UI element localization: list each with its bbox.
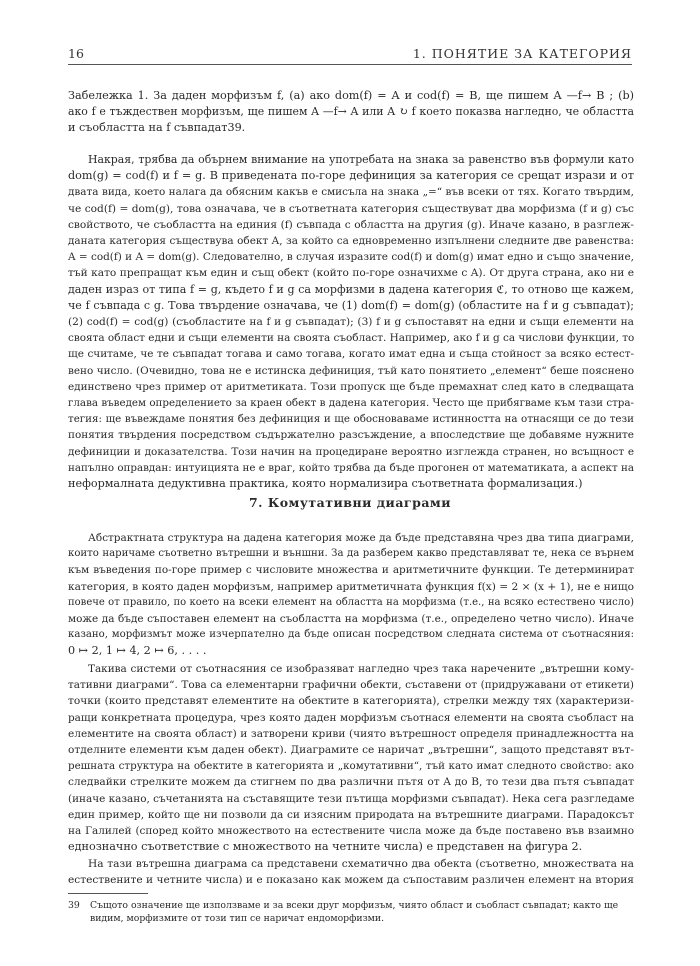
paragraph-line: тативни диаграми“. Това са елементарни графични обекти, съставени от (придружавани от етикети): [68, 679, 634, 692]
paragraph-line: категория, в която даден морфизъм, например аритметичната функция f(x) = 2 × (x + 1), не е нищо: [68, 580, 634, 593]
section-heading: [0, 495, 700, 510]
paragraph-line: Абстрактната структура на дадена категория може да бъде представяна чрез два типа диаграми,: [88, 532, 634, 544]
paragraph-line: вено число. (Очевидно, това не е истинска дефиниция, тъй като понятието „елемент“ беше пояснено: [68, 364, 634, 377]
paragraph-line: единствено чрез пример от аритметиката. Този пропуск ще бъде премахнат след като в следващата: [68, 380, 634, 393]
paragraph-line: следвайки стрелките можем да стигнем по два различни пътя от A до B, то тези два пътя съвпадат: [68, 776, 634, 789]
paragraph-line: глава въведем определението за краен обект в дадена категория. Често ще прибягваме към тази стра-: [68, 397, 634, 410]
paragraph-line: напълно оправдан: интуицията не е враг, който трябва да бъде прогонен от математиката, а аспект на: [68, 461, 634, 474]
paragraph-line: неформалната дедуктивна практика, която нормализира съответната формализация.): [68, 477, 583, 491]
paragraph-line: 0 ↦ 2, 1 ↦ 4, 2 ↦ 6, . . . .: [68, 644, 207, 658]
paragraph-line: елементите на своята област) и затворени криви (чиято вътрешност определя принадлежността на: [68, 727, 634, 740]
paragraph-line: решната структура на обектите в категорията и „комутативни“, тъй като имат следното свойство: ако: [68, 760, 634, 773]
section-title: 7. Комутативни диаграми: [248, 495, 452, 510]
paragraph-line: тъй като препращат към един и същ обект (който по-горе означихме с A). От друга страна, ако ни е: [68, 267, 634, 280]
paragraph-line: Такива системи от съотнасяния се изобразяват нагледно чрез така наречените „вътрешни кому-: [88, 663, 634, 675]
paragraph-line: един пример, който ще ни позволи да си изясним природата на вътрешните диаграми. Парадоксът: [68, 808, 634, 821]
paragraph-line: двата вида, което налага да обясним какъв е смисъла на знака „=“ във всеки от тях. Когато твърдим,: [68, 186, 634, 199]
paragraph-line: A = cod(f) и A = dom(g). Следователно, в случая изразите cod(f) и dom(g) имат едно и също значение,: [68, 251, 634, 264]
paragraph-line: към въведения по-горе пример с числовите множества и аритметичните функции. Те детерминират: [68, 564, 634, 577]
paragraph-line: даната категория съществува обект A, за който са едновременно изпълнени следните две равенства:: [68, 235, 634, 248]
remark-block: [68, 88, 634, 137]
page-number: 16: [68, 46, 84, 61]
paragraph-line: отделните елементи към даден обект). Диаграмите се наричат „вътрешни“, защото представят вът-: [68, 744, 634, 757]
paragraph-line: (иначе казано, съчетанията на съставящите тези пътища морфизми съвпадат). Нека сега разгледаме: [68, 792, 635, 805]
paragraph-diagram-types: [68, 530, 634, 660]
paragraph-line: понятия твърдения посредством съдържателно разсъждение, а впоследствие ще добавяме нужните: [68, 429, 634, 442]
paragraph-line: еднозначно съответствие с множеството на четните числа) е представен на фигура 2.: [68, 840, 583, 854]
paragraph-line: точки (които представят елементите на обектите в категорията), стрелки между тях (характеризи-: [68, 695, 634, 708]
paragraph-line: dom(g) = cod(f) и f = g. В приведената по-горе дефиниция за категория се срещат изрази и от: [68, 169, 634, 183]
paragraph-line: казано, морфизмът може изчерпателно да бъде описан посредством следната система от съотнасяния:: [68, 629, 634, 641]
paragraph-line: ще считаме, че те съвпадат тогава и само тогава, когато имат една и съща стойност за всяко естест-: [68, 348, 634, 361]
footnote-number: 39: [68, 900, 80, 911]
remark-line: и съобластта на f съвпадат39.: [68, 121, 246, 135]
paragraph-line: че cod(f) = dom(g), това означава, че в съответната категория съществуват два морфизма (f и g) със: [68, 202, 634, 215]
footnote-rule: [68, 893, 148, 894]
paragraph-line: че f съвпада с g. Това твърдение означава, че (1) dom(f) = dom(g) (областите на f и g съвпадат);: [68, 298, 634, 312]
paragraph-line: повече от правило, по което на всеки елемент на областта на морфизма (т.е., на всяко естествено число): [68, 596, 634, 608]
page-header: [68, 42, 632, 62]
paragraph-line: даден израз от типа f = g, където f и g са морфизми в дадена категория ℭ, то отново ще кажем,: [68, 282, 634, 296]
paragraph-line: своята област едни и същи елементи на своята съобласт. Например, ако f и g са числови функции, то: [68, 332, 635, 345]
paragraph-line: тегия: ще въвеждаме понятия без дефиниция и ще обосноваваме истинността на отнасящи се до тези: [68, 413, 634, 426]
paragraph-equality: [68, 152, 634, 492]
header-rule: [68, 64, 632, 65]
paragraph-line: дефиниции и доказателства. Този начин на процедиране вероятно изглежда странен, но всъщност е: [68, 445, 634, 458]
paragraph-line: На тази вътрешна диаграма са представени схематично два обекта (съответно, множествата на: [88, 858, 634, 870]
paragraph-line: (2) cod(f) = cod(g) (съобластите на f и g съвпадат); (3) f и g съпоставят на едни и същи елементи на: [68, 316, 634, 329]
remark-line: Забележка 1. За даден морфизъм f, (a) ако dom(f) = A и cod(f) = B, ще пишем A —f→ B ; (b): [68, 89, 634, 102]
paragraph-line: ращи конкретната процедура, чрез която даден морфизъм съотнася елементи на своята съобласт на: [68, 711, 634, 724]
paragraph-line: може да бъде съпоставен елемент на съобластта на морфизма (т.е., определено четно число). Иначе: [68, 613, 634, 626]
footnote-text: Същото означение ще използваме и за всеки друг морфизъм, чиято област и съобласт съвпадат; както ще: [90, 900, 619, 911]
footnote: [68, 899, 634, 925]
remark-line: ако f е тъждествен морфизъм, ще пишем A —f→ A или A ↻ f което показва нагледно, че областта: [68, 105, 634, 119]
paragraph-line: свойството, че съобластта на единия (f) съвпада с областта на другия (g). Иначе казано, в разглеж-: [68, 218, 634, 231]
paragraph-internal-diagrams: [68, 661, 634, 855]
paragraph-line: Накрая, трябва да обърнем внимание на употребата на знака за равенство във формули като: [88, 153, 634, 166]
footnote-text: видим, морфизмите от този тип се наричат ендоморфизми.: [90, 913, 385, 924]
running-title: 1. ПОНЯТИЕ ЗА КАТЕГОРИЯ: [412, 46, 632, 61]
paragraph-line: на Галилей (според който множеството на естествените числа може да бъде поставено във взаимно: [68, 825, 634, 838]
paragraph-figure-intro: [68, 856, 634, 888]
paragraph-line: които наричаме съответно вътрешни и външни. За да разберем какво представляват те, нека се върнем: [68, 548, 634, 560]
paragraph-line: естествените и четните числа) и е показано как можем да съпоставим различен елемент на втория: [68, 874, 634, 887]
